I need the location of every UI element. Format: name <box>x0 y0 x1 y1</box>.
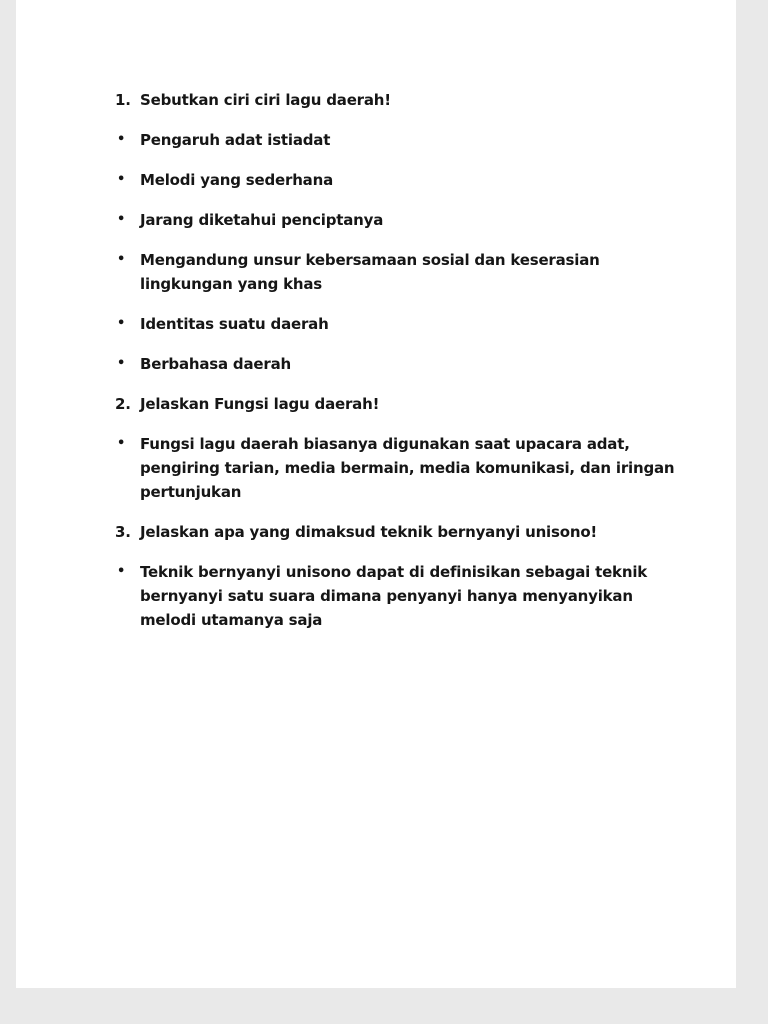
list-item-text: Identitas suatu daerah <box>140 315 329 333</box>
list-item-text: Berbahasa daerah <box>140 355 291 373</box>
list-item <box>115 168 696 192</box>
list-item-text: Mengandung unsur kebersamaan sosial dan keserasian lingkungan yang khas <box>140 251 600 293</box>
list-item-text: Jelaskan Fungsi lagu daerah! <box>140 395 380 413</box>
list-item <box>115 248 696 296</box>
bullet-icon: • <box>117 564 126 579</box>
list-item-text: Fungsi lagu daerah biasanya digunakan saat upacara adat, pengiring tarian, media bermain, media komunikasi, dan iringan pertunjukan <box>140 435 675 501</box>
list-item-text: Melodi yang sederhana <box>140 171 333 189</box>
bullet-icon: • <box>117 356 126 371</box>
content-list <box>16 0 736 632</box>
bullet-icon: • <box>117 316 126 331</box>
list-item <box>115 560 696 632</box>
bullet-icon: • <box>117 252 126 267</box>
list-item <box>115 88 696 112</box>
list-item <box>115 312 696 336</box>
list-marker: 1. <box>115 91 131 109</box>
list-item-text: Teknik bernyanyi unisono dapat di definisikan sebagai teknik bernyanyi satu suara dimana penyanyi hanya menyanyikan melodi utamanya saja <box>140 563 648 629</box>
list-item-text: Sebutkan ciri ciri lagu daerah! <box>140 91 391 109</box>
list-item-text: Jelaskan apa yang dimaksud teknik bernyanyi unisono! <box>140 523 598 541</box>
bullet-icon: • <box>117 212 126 227</box>
list-item <box>115 208 696 232</box>
document-page <box>16 0 736 988</box>
list-marker: 2. <box>115 395 131 413</box>
list-item-text: Jarang diketahui penciptanya <box>140 211 384 229</box>
list-item <box>115 352 696 376</box>
list-item <box>115 392 696 416</box>
list-marker: 3. <box>115 523 131 541</box>
bullet-icon: • <box>117 436 126 451</box>
list-item <box>115 520 696 544</box>
list-item-text: Pengaruh adat istiadat <box>140 131 331 149</box>
list-item <box>115 128 696 152</box>
bullet-icon: • <box>117 132 126 147</box>
list-item <box>115 432 696 504</box>
bullet-icon: • <box>117 172 126 187</box>
